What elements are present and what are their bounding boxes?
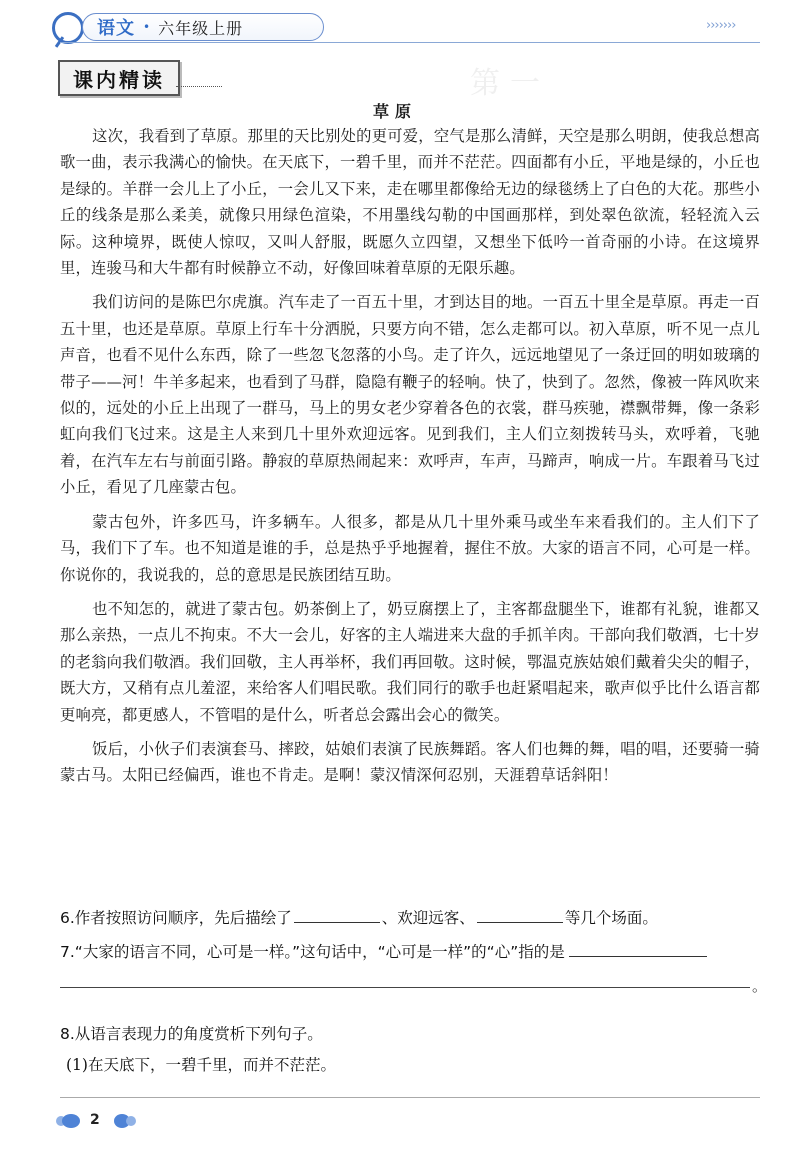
passage-body <box>60 123 760 789</box>
answer-line[interactable] <box>60 987 750 988</box>
question-6-suffix: 等几个场面。 <box>564 909 658 927</box>
page-number: 2 <box>90 1112 100 1128</box>
passage-paragraph: 这次，我看到了草原。那里的天比别处的更可爱，空气是那么清鲜，天空是那么明朗，使我总想高歌一曲，表示我满心的愉快。在天底下，一碧千里，而并不茫茫。四面都有小丘，平地是绿的，小丘也是绿的。羊群一会儿上了小丘，一会儿又下来，走在哪里都像给无边的绿毯绣上了白色的大花。那些小丘的线条是那么柔美，就像只用绿色渲染，不用墨线勾勒的中国画那样，到处翠色欲流，轻轻流入云际。这种境界，既使人惊叹，又叫人舒服，既愿久立四望，又想坐下低吟一首奇丽的小诗。在这境界里，连骏马和大牛都有时候静立不动，好像回味着草原的无限乐趣。 <box>60 127 760 278</box>
answer-blank-1[interactable] <box>294 921 380 923</box>
passage-paragraph: 饭后，小伙子们表演套马、摔跤，姑娘们表演了民族舞蹈。客人们也舞的舞，唱的唱，还要骑一骑蒙古马。太阳已经偏西，谁也不肯走。是啊！蒙汉情深何忍别，天涯碧草话斜阳！ <box>60 739 760 785</box>
grade-name: 六年级上册 <box>158 18 244 38</box>
subject-separator: • <box>143 20 151 34</box>
question-8: 8.从语言表现力的角度赏析下列句子。 <box>60 1025 323 1043</box>
question-7-end: 。 <box>752 977 768 995</box>
footer-dot-icon <box>62 1114 80 1128</box>
subject-banner <box>82 13 324 41</box>
answer-blank-2[interactable] <box>477 921 563 923</box>
header-divider <box>60 42 760 43</box>
passage-paragraph: 我们访问的是陈巴尔虎旗。汽车走了一百五十里，才到达目的地。一百五十里全是草原。再走一百五十里，也还是草原。草原上行车十分洒脱，只要方向不错，怎么走都可以。初入草原，听不见一点儿声音，也看不见什么东西，除了一些忽飞忽落的小鸟。走了许久，远远地望见了一条迂回的明如玻璃的带子——河！牛羊多起来，也看到了马群，隐隐有鞭子的轻响。快了，快到了。忽然，像被一阵风吹来似的，远处的小丘上出现了一群马，马上的男女老少穿着各色的衣裳，群马疾驰，襟飘带舞，像一条彩虹向我们飞过来。这是主人来到几十里外欢迎远客。见到我们，主人们立刻拨转马头，欢呼着，飞驰着，在汽车左右与前面引路。静寂的草原热闹起来：欢呼声，车声，马蹄声，响成一片。车跟着马飞过小丘，看见了几座蒙古包。 <box>60 293 760 497</box>
magnifier-logo-icon <box>52 12 84 44</box>
question-6-middle: 、欢迎远客、 <box>381 909 475 927</box>
footer-dot-icon <box>126 1116 136 1126</box>
answer-blank-3[interactable] <box>569 955 707 957</box>
question-7 <box>60 940 707 962</box>
section-tag-underline <box>176 86 222 88</box>
passage-paragraph: 蒙古包外，许多匹马，许多辆车。人很多，都是从几十里外乘马或坐车来看我们的。主人们下了马，我们下了车。也不知道是谁的手，总是热乎乎地握着，握住不放。大家的语言不同，心可是一样。你说你的，我说我的，总的意思是民族团结互助。 <box>60 512 760 584</box>
header-arrows-icon: ››››››› <box>706 18 736 33</box>
question-8-sub-1: (1)在天底下，一碧千里，而并不茫茫。 <box>66 1056 336 1074</box>
page-header <box>0 0 790 46</box>
question-6 <box>60 906 658 928</box>
section-tag: 课内精读 <box>58 60 180 96</box>
passage-title: 草原 <box>372 102 417 121</box>
subject-name: 语文 <box>97 18 135 39</box>
answer-line[interactable] <box>60 1097 760 1098</box>
background-watermark: 第一 <box>470 66 550 101</box>
question-7-text: 7.“大家的语言不同，心可是一样。”这句话中，“心可是一样”的“心”指的是 <box>60 943 565 961</box>
question-6-prefix: 6.作者按照访问顺序，先后描绘了 <box>60 909 292 927</box>
passage-paragraph: 也不知怎的，就进了蒙古包。奶茶倒上了，奶豆腐摆上了，主客都盘腿坐下，谁都有礼貌，谁都又那么亲热，一点儿不拘束。不大一会儿，好客的主人端进来大盘的手抓羊肉。干部向我们敬酒，七十岁的老翁向我们敬酒。我们回敬，主人再举杯，我们再回敬。这时候，鄂温克族姑娘们戴着尖尖的帽子，既大方，又稍有点儿羞涩，来给客人们唱民歌。我们同行的歌手也赶紧唱起来，歌声似乎比什么语言都更响亮，都更感人，不管唱的是什么，听者总会露出会心的微笑。 <box>60 599 760 724</box>
